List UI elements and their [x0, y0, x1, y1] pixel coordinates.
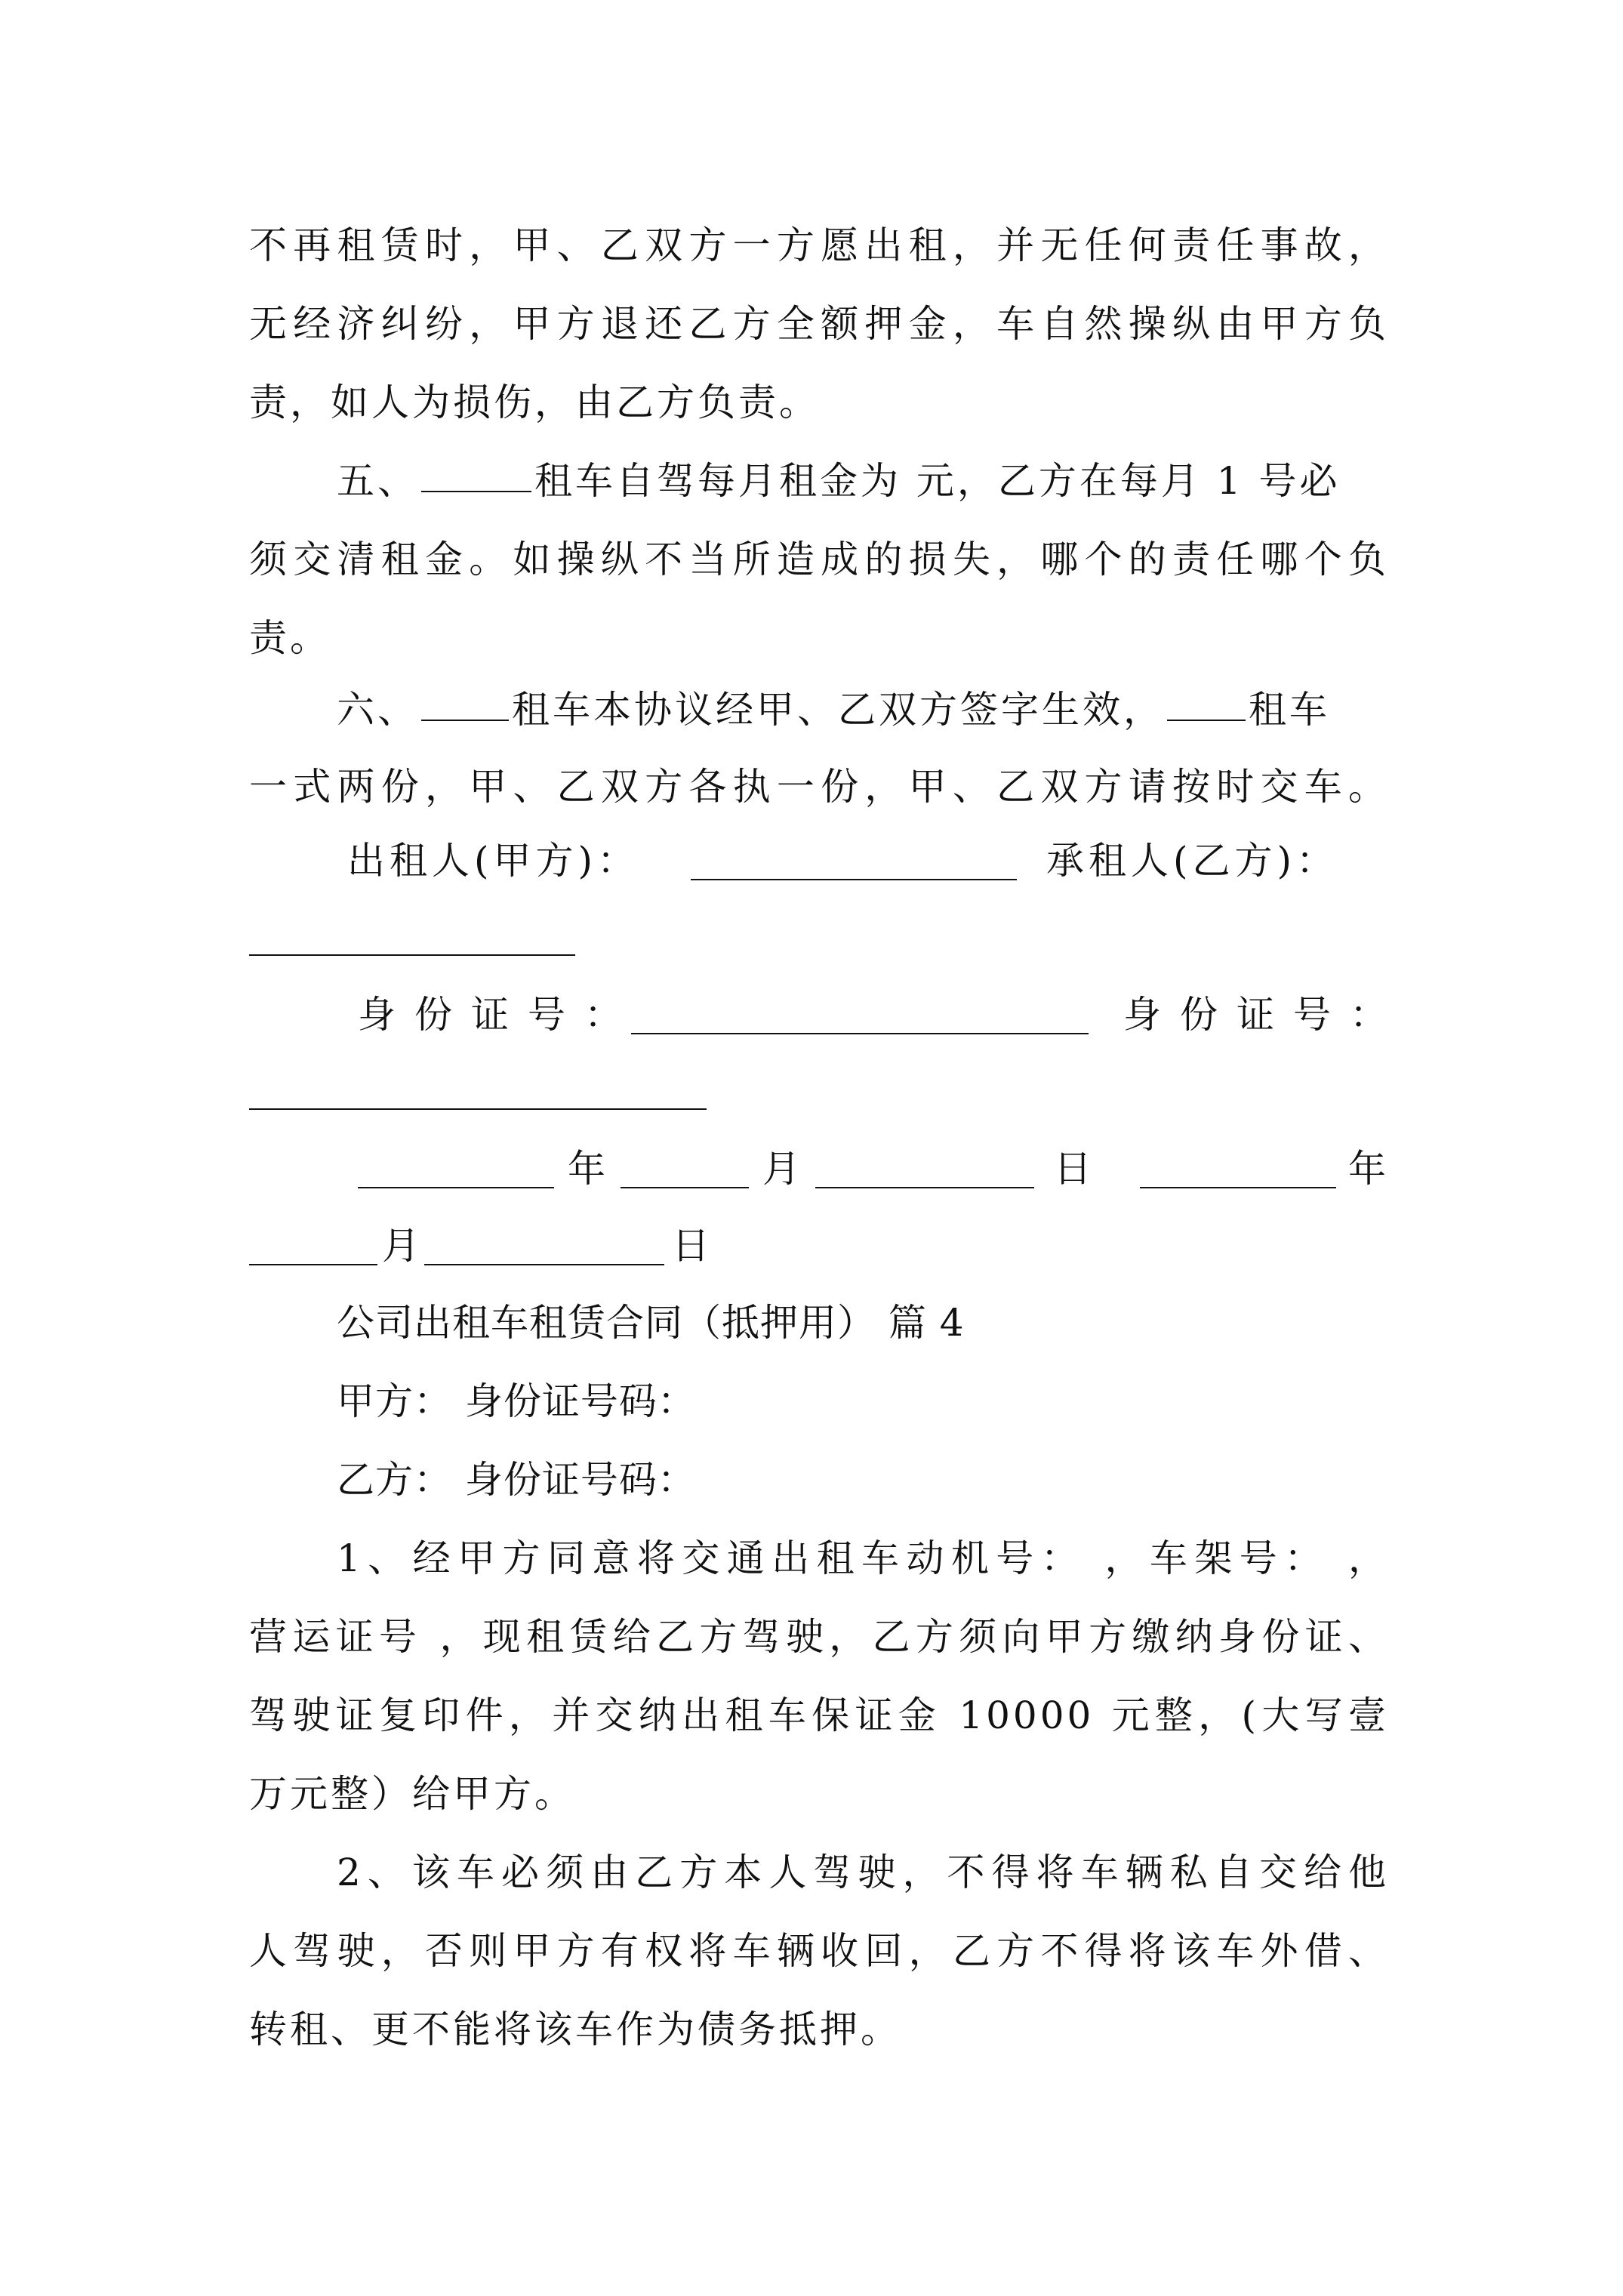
signature-line [249, 954, 575, 956]
id-label-lessor: 身份证号： [358, 993, 641, 1037]
text-line: 转租、更不能将该车作为债务抵押。 [249, 2008, 901, 2051]
year-label: 年 [1348, 1147, 1386, 1191]
month-label: 月 [382, 1224, 420, 1268]
text-line: 须交清租金。如操纵不当所造成的损失，哪个的责任哪个负 [249, 538, 1389, 581]
clause-6-line [337, 670, 1389, 749]
clause-text: 租车 [1249, 688, 1330, 732]
party-a-line: 甲方： 身份证号码： [337, 1379, 696, 1423]
clause-number: 六、 [337, 688, 418, 732]
text-line: 人驾驶，否则甲方有权将车辆收回，乙方不得将该车外借、 [249, 1929, 1389, 1973]
id-label-lessee: 身份证号： [1123, 993, 1406, 1037]
clause-text: 租车本协议经甲、乙双方签字生效， [512, 688, 1164, 732]
date-blank [621, 1187, 749, 1188]
date-blank [815, 1187, 1034, 1188]
clause-5-line [337, 442, 1389, 520]
date-blank [358, 1187, 554, 1188]
clause-text: 租车自驾每月租金为 元，乙方在每月 1 号必 [534, 459, 1341, 503]
day-label: 日 [1054, 1147, 1092, 1191]
text-line: 责，如人为损伤，由乙方负责。 [249, 381, 820, 424]
lessor-label: 出租人(甲方)： [347, 839, 640, 883]
date-blank [1140, 1187, 1336, 1188]
id-line [249, 1108, 707, 1110]
text-line: 驾驶证复印件，并交纳出租车保证金 10000 元整，(大写壹 [249, 1693, 1389, 1737]
year-label: 年 [568, 1147, 605, 1191]
month-label: 月 [762, 1147, 800, 1191]
section-title: 公司出租车租赁合同（抵押用） 篇 4 [337, 1301, 965, 1345]
party-b-line: 乙方： 身份证号码： [337, 1458, 696, 1502]
text-line: 一式两份，甲、乙双方各执一份，甲、乙双方请按时交车。 [249, 765, 1389, 809]
day-label: 日 [672, 1224, 710, 1268]
text-line: 营运证号 ，现租赁给乙方驾驶，乙方须向甲方缴纳身份证、 [249, 1615, 1389, 1659]
fill-blank [421, 719, 509, 721]
text-line: 无经济纠纷，甲方退还乙方全额押金，车自然操纵由甲方负 [249, 302, 1389, 346]
text-line: 万元整）给甲方。 [249, 1772, 575, 1816]
lessee-label: 承租人(乙方)： [1046, 839, 1339, 883]
clause-1-line: 1、经甲方同意将交通出租车动机号： ，车架号： ， [337, 1536, 1389, 1580]
signature-line [691, 879, 1017, 880]
date-blank [249, 1264, 377, 1265]
text-line: 不再租赁时，甲、乙双方一方愿出租，并无任何责任事故， [249, 223, 1389, 267]
text-line: 责。 [249, 616, 331, 660]
fill-blank [1167, 719, 1246, 721]
date-blank [424, 1264, 664, 1265]
clause-number: 五、 [337, 459, 418, 503]
fill-blank [421, 490, 531, 492]
clause-2-line: 2、该车必须由乙方本人驾驶，不得将车辆私自交给他 [337, 1851, 1389, 1894]
id-line [631, 1033, 1089, 1034]
